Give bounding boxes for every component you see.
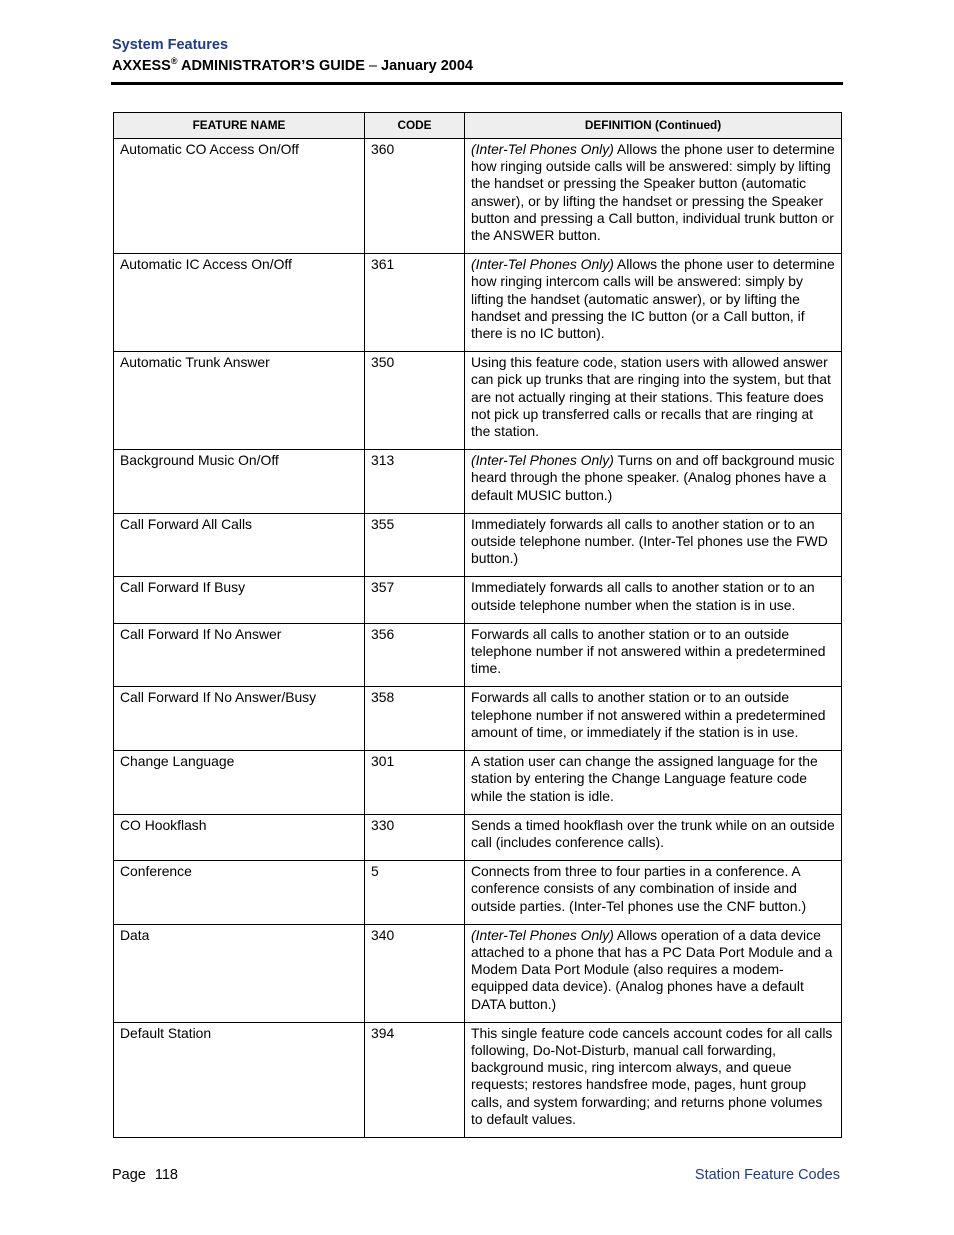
definition-cell	[465, 139, 842, 254]
page-number-value: 118	[154, 1167, 178, 1183]
definition-text: Allows the phone user to determine how ringing intercom calls will be answered: simply by lifting the handset (automatic answer), or by lifting the handset and pressing the IC button (or a Call button, if there is no IC button).	[471, 256, 835, 342]
code-cell: 358	[365, 687, 465, 751]
definition-cell	[465, 623, 842, 687]
definition-cell	[465, 814, 842, 860]
footer-section-title: Station Feature Codes	[694, 1167, 840, 1183]
feature-name-cell: Automatic CO Access On/Off	[114, 139, 365, 254]
definition-text: Immediately forwards all calls to another station or to an outside telephone number when the station is in use.	[471, 579, 815, 613]
definition-text: A station user can change the assigned language for the station by entering the Change Language feature code while the station is idle.	[471, 753, 818, 804]
definition-cell	[465, 577, 842, 623]
table-row	[114, 254, 842, 352]
feature-code-table	[113, 112, 842, 1138]
page-label: Page	[112, 1167, 146, 1183]
definition-text: Turns on and off background music heard through the phone speaker. (Analog phones have a default MUSIC button.)	[471, 452, 835, 503]
definition-text: Connects from three to four parties in a conference. A conference consists of any combination of inside and outside parties. (Inter-Tel phones use the CNF button.)	[471, 863, 807, 914]
code-cell: 360	[365, 139, 465, 254]
feature-name-cell: Default Station	[114, 1022, 365, 1137]
definition-cell	[465, 1022, 842, 1137]
definition-text: Forwards all calls to another station or to an outside telephone number if not answered within a predetermined amount of time, or immediately if the station is in use.	[471, 689, 826, 740]
table-row	[114, 814, 842, 860]
page-number	[112, 1167, 178, 1183]
definition-cell	[465, 254, 842, 352]
feature-name-cell: Background Music On/Off	[114, 450, 365, 514]
table-row	[114, 139, 842, 254]
brand-name: AXXESS	[112, 58, 171, 74]
code-cell: 5	[365, 861, 465, 925]
feature-name-cell: Automatic Trunk Answer	[114, 352, 365, 450]
feature-name-cell: Conference	[114, 861, 365, 925]
code-cell: 356	[365, 623, 465, 687]
code-cell: 355	[365, 513, 465, 577]
running-header-title	[112, 58, 473, 74]
definition-text: Sends a timed hookflash over the trunk while on an outside call (includes conference calls).	[471, 816, 835, 850]
column-header-definition: DEFINITION (Continued)	[465, 113, 842, 139]
definition-cell	[465, 924, 842, 1022]
table-row	[114, 577, 842, 623]
code-cell: 340	[365, 924, 465, 1022]
definition-text: Immediately forwards all calls to another station or to an outside telephone number. (Inter-Tel phones use the FWD button.)	[471, 515, 828, 567]
definition-cell	[465, 513, 842, 577]
definition-text: Using this feature code, station users with allowed answer can pick up trunks that are ringing into the system, but that are not actually ringing at their stations. This feature does not pick up transferred calls or recalls that are ringing at the station.	[471, 354, 831, 440]
definition-qualifier: (Inter-Tel Phones Only)	[471, 452, 614, 469]
code-cell: 361	[365, 254, 465, 352]
column-header-feature-name: FEATURE NAME	[114, 113, 365, 139]
definition-qualifier: (Inter-Tel Phones Only)	[471, 141, 614, 157]
table-row	[114, 623, 842, 687]
feature-name-cell: CO Hookflash	[114, 814, 365, 860]
feature-name-cell: Change Language	[114, 751, 365, 815]
code-cell: 301	[365, 751, 465, 815]
guide-title: ADMINISTRATOR’S GUIDE	[177, 58, 365, 74]
column-header-code: CODE	[365, 113, 465, 139]
table-row	[114, 1022, 842, 1137]
definition-cell	[465, 450, 842, 514]
definition-qualifier: (Inter-Tel Phones Only)	[471, 926, 614, 943]
definition-cell	[465, 751, 842, 815]
definition-cell	[465, 687, 842, 751]
feature-name-cell: Data	[114, 924, 365, 1022]
table-row	[114, 751, 842, 815]
running-header-section: System Features	[112, 37, 229, 53]
definition-text: This single feature code cancels account codes for all calls following, Do-Not-Disturb, manual call forwarding, background music, ring intercom always, and queue requests; restores handsfree mode, pages, hunt group calls, and system forwarding; and returns phone volumes to default values.	[471, 1024, 833, 1127]
definition-text: Forwards all calls to another station or to an outside telephone number if not answered within a predetermined time.	[471, 625, 826, 677]
table-row	[114, 352, 842, 450]
guide-date: January 2004	[381, 58, 473, 74]
definition-cell	[465, 352, 842, 450]
table-header-row	[114, 113, 842, 139]
table-row	[114, 513, 842, 577]
definition-text: Allows the phone user to determine how ringing outside calls will be answered: simply by lifting the handset or pressing the Speaker button (automatic answer), or by lifting the handset or pressing the Speaker button and pressing a Call button, individual trunk button or the ANSWER button.	[471, 141, 835, 244]
feature-name-cell: Call Forward If No Answer/Busy	[114, 687, 365, 751]
code-cell: 357	[365, 577, 465, 623]
title-dash: –	[364, 58, 382, 74]
definition-text: Allows operation of a data device attached to a phone that has a PC Data Port Module and a Modem Data Port Module (also requires a modem-equipped data device). (Analog phones have a default DATA button.)	[471, 926, 833, 1012]
code-cell: 350	[365, 352, 465, 450]
table-row	[114, 450, 842, 514]
definition-qualifier: (Inter-Tel Phones Only)	[471, 256, 614, 273]
code-cell: 394	[365, 1022, 465, 1137]
registered-mark: ®	[170, 56, 178, 66]
definition-cell	[465, 861, 842, 925]
feature-name-cell: Call Forward If No Answer	[114, 623, 365, 687]
feature-name-cell: Call Forward If Busy	[114, 577, 365, 623]
table-row	[114, 861, 842, 925]
code-cell: 330	[365, 814, 465, 860]
feature-name-cell: Call Forward All Calls	[114, 513, 365, 577]
table-row	[114, 924, 842, 1022]
table-row	[114, 687, 842, 751]
header-rule	[111, 82, 843, 85]
feature-name-cell: Automatic IC Access On/Off	[114, 254, 365, 352]
code-cell: 313	[365, 450, 465, 514]
